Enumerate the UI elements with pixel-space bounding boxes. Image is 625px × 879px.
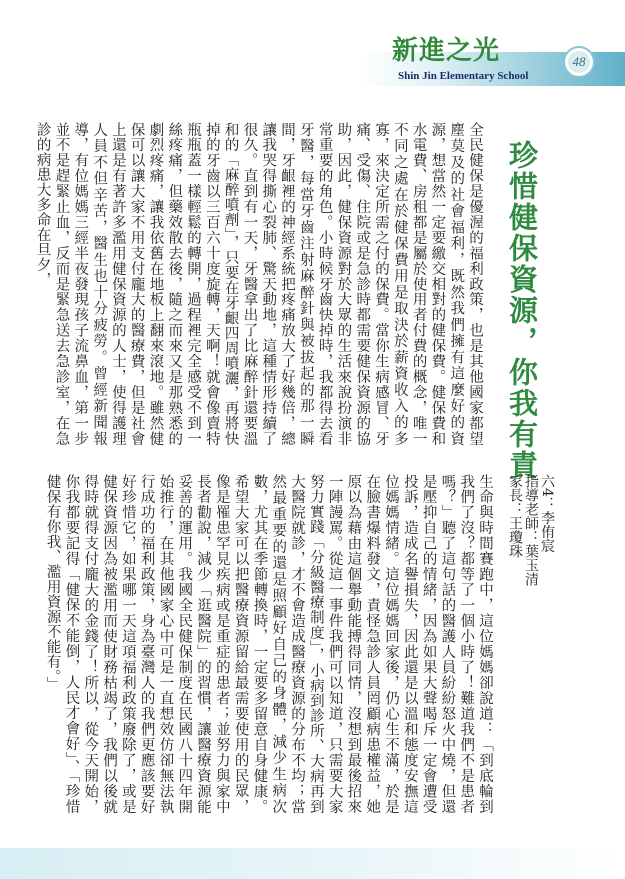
byline-class: 六4：李侑宸 [539,474,555,553]
byline [505,474,555,704]
article-title: 珍惜健保資源，你我有責 [505,140,539,481]
article-body-top: 全民健保是優渥的福利政策，也是其他國家都望塵莫及的社會福利，既然我們擁有這麼好的資源，想當然一定要繳交相對的健保費。健保費和水電費、房租都是屬於使用者付費的概念，唯一不同之處在於健保費用是取決於薪資收入的多寡，來決定所需之付的保費。當你生病感冒、牙痛、受傷、住院或是急診時都需要健保資源的協助，因此，健保資源對於大眾的生活來說扮演非常重要的角色。小時候牙齒快掉時，我都得去看牙醫，每當牙齒注射麻醉針與被拔起的那一瞬間，牙齦裡的神經系統把疼痛放大了好幾倍，總讓我哭得撕心裂肺、驚天動地，這種情形持續了很久。直到有一天，牙醫拿出了比麻醉針還要溫和的「麻醉噴劑」，只要在牙齦四周噴灑，再將快掉的牙齒以三百六十度旋轉，天啊！就會像賣特瓶瓶蓋一樣輕鬆的轉開，過程裡完全感受不到一絲疼痛，但藥效散去後，隨之而來又是那熟悉的劇烈疼痛，讓我依舊在地板上翻來滾地。雖然健保可以讓大家不用支付龐大的醫療費，但是社會上還是有著許多濫用健保資源的人士，使得護理人員不但辛苦，醫生也十分疲勞。曾經新聞報導，有位媽媽三經半夜發現孩子流鼻血，第一步並不是趕緊止血，反而是緊急送去急診室，在急診的病患大多命在旦夕， [34,122,483,446]
article-body-bottom: 生命與時間賽跑中，這位媽媽卻說道：「到底輪到我們了沒？都等了一個小時了！難道我們不是患者嗎？」聽了這句話的醫護人員紛紛怒火中燒，但還是壓抑自己的情緒，因為如果大聲喝斥一定會遭受投訴，造成名譽損失，因此還是以溫和態度安撫這位媽媽情緒。這位媽媽回家後，仍心生不滿，於是在臉書爆料發文，責怪急診人員罔顧病患權益，她原以為藉由這個舉動能搏得同情，沒想到最後招來一陣謾罵。從這一事件我們可以知道，只需要大家努力實踐「分級醫療制度」，小病到診所、大病再到大醫院就診，才不會造成醫療資源的分布不均；當然最重要的還是照顧好自己的身體，減少生病次數，尤其在季節轉換時，一定要多留意自身健康。希望大家可以把醫療資源留給最需要使用的民眾，像是罹患罕見疾病或是重症的患者；並努力與家中長者勸說，減少「逛醫院」的習慣，讓醫療資源能妥善的運用。我國全民健保制度在民國八十四年開始推行，在其他國家心中可是一直想效仿卻無法執行成功的福利政策，身為臺灣人的我們更應該要好好珍惜它，如果哪一天這項福利政策廢除了，或是健保資源因為被濫用而使財務枯竭了，我們以後就得時就得支付龐大的金錢了！所以，從今天開始，你我都要記得「健保不能倒，人民才會好」、「珍惜健保有你我、濫用資源不能有。」 [44,474,493,814]
byline-teacher: 指導老師：葉玉清 [523,474,539,586]
header-subtitle: Shin Jin Elementary School [398,70,529,82]
page-number-badge: 48 [563,46,595,78]
header-title: 新進之光 [392,36,501,66]
byline-parent: 家長：王瓊珠 [507,474,523,558]
footer-band [0,848,625,879]
